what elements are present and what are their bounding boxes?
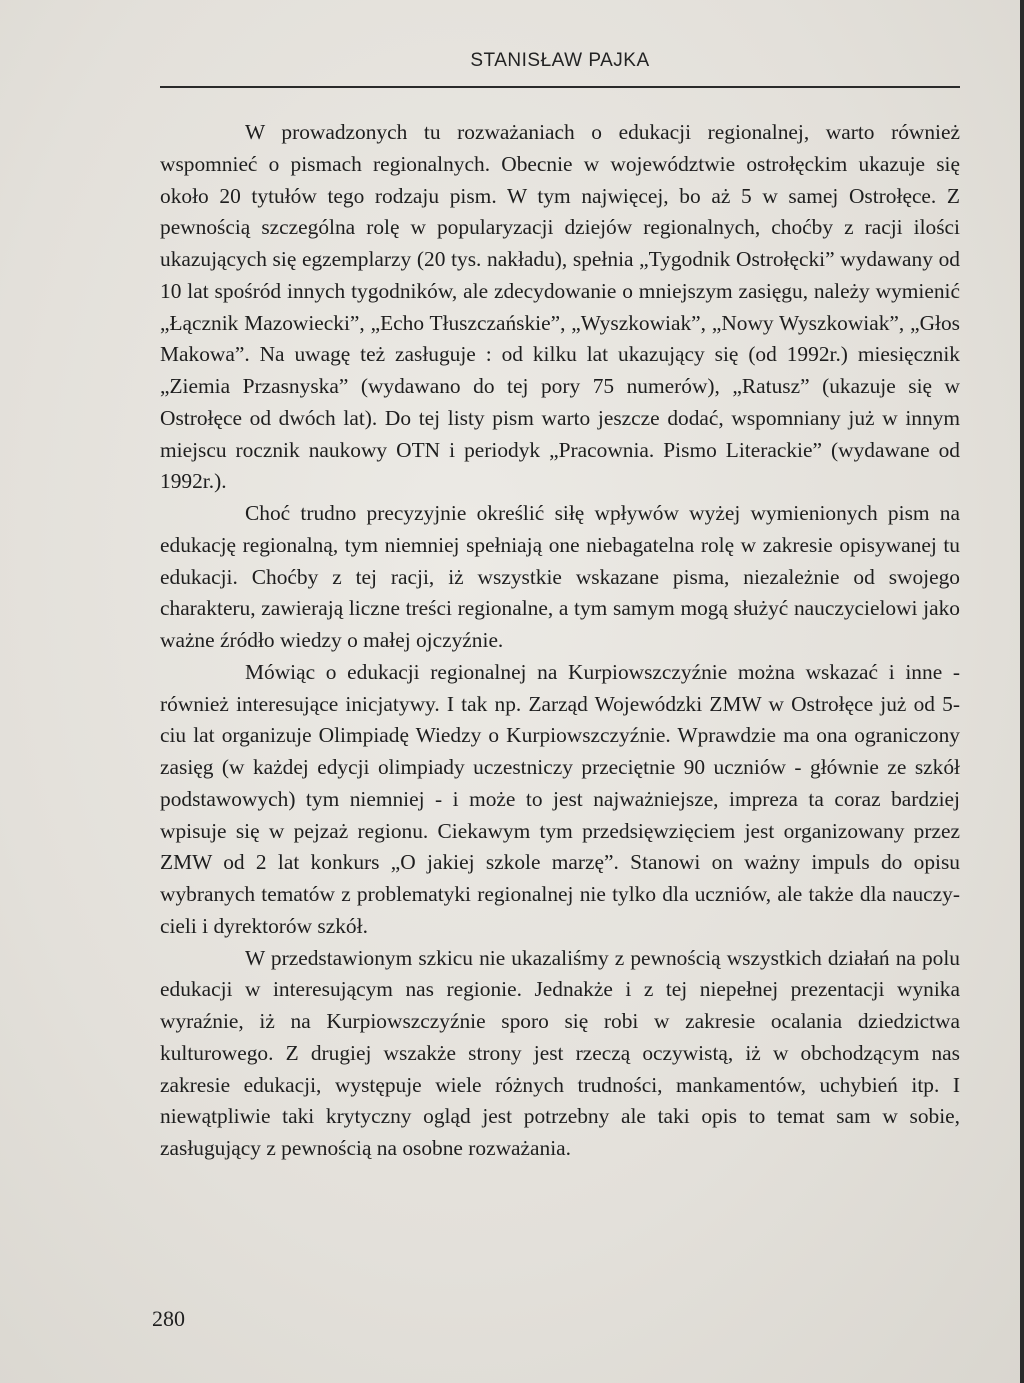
paragraph-regional-press: W prowadzonych tu rozważaniach o edukacji regionalnej, warto również wspomnieć o pismach regionalnych. Obecnie w województwie ostrołęckim ukazuje się około 20 tytułów tego rodzaju pism. W tym najwięcej, bo aż 5 w samej Ostrołęce. Z pewnością szczególna rolę w popularyzacji dziejów regionalnych, choćby z racji ilości ukazujących się egzemplarzy (20 tys. nakładu), spełnia „Tygodnik Ostrołęcki” wydawany od 10 lat spośród innych tygodników, ale zdecydowanie o mniejszym zasięgu, należy wymienić „Łącznik Mazowiecki”, „Echo Tłuszczańskie”, „Wyszkowiak”, „Nowy Wyszkowiak”, „Głos Makowa”. Na uwagę też zasługuje : od kilku lat ukazujący się (od 1992r.) miesięcznik „Ziemia Przasnyska” (wydawano do tej pory 75 numerów), „Ratusz” (ukazuje się w Ostrołęce od dwóch lat). Do tej listy pism warto jeszcze dodać, wspomniany już w innym miejscu rocznik naukowy OTN i periodyk „Pracownia. Pismo Literackie” (wydawane od 1992r.). xyxy=(160,120,960,494)
page-edge-shadow xyxy=(1020,0,1024,1383)
text-body xyxy=(160,117,960,1165)
page-number: 280 xyxy=(152,1306,185,1331)
paragraph-other-initiatives: Mówiąc o edukacji regionalnej na Kurpiowszczyźnie można wskazać i inne - również interesujące inicjatywy. I tak np. Zarząd Wojewódzki ZMW w Ostrołęce już od 5-ciu lat organizuje Olimpiadę Wiedzy o Kurpiowszczyźnie. Wprawdzie ma ona ograniczony zasięg (w każdej edycji olimpiady uczestniczy przeciętnie 90 uczniów - głównie ze szkół podstawowych) tym niemniej - i może to jest najważniejsze, impreza ta coraz bardziej wpisuje się w pejzaż regionu. Ciekawym tym przedsięwzięciem jest organizowany przez ZMW od 2 lat konkurs „O jakiej szkole marzę”. Stanowi on ważny impuls do opisu wybranych tematów z problematyki regionalnej nie tylko dla uczniów, ale także dla nauczycieli i dyrektorów szkół. xyxy=(160,659,960,938)
paragraph-press-influence: Choć trudno precyzyjnie określić siłę wpływów wyżej wymienionych pism na edukację regionalną, tym niemniej spełniają one niebagatelna rolę w zakresie opisywanej tu edukacji. Choćby z tej racji, iż wszystkie wskazane pisma, niezależnie od swojego charakteru, zawierają liczne treści regionalne, a tym samym mogą służyć nauczycielowi jako ważne źródło wiedzy o małej ojczyźnie. xyxy=(160,501,960,652)
header-rule xyxy=(160,86,960,88)
paragraph-conclusion: W przedstawionym szkicu nie ukazaliśmy z pewnością wszystkich działań na polu edukacji w interesującym nas regionie. Jednakże i z tej niepełnej prezentacji wynika wyraźnie, iż na Kurpiowszczyźnie sporo się robi w zakresie ocalania dziedzictwa kulturowego. Z drugiej wszakże strony jest rzeczą oczywistą, iż w obchodzącym nas zakresie edukacji, występuje wiele różnych trudności, mankamentów, uchybień itp. I niewątpliwie taki krytyczny ogląd jest potrzebny ale taki opis to temat sam w sobie, zasługujący z pewnością na osobne rozważania. xyxy=(160,945,960,1160)
running-header: STANISŁAW PAJKA xyxy=(470,50,650,71)
